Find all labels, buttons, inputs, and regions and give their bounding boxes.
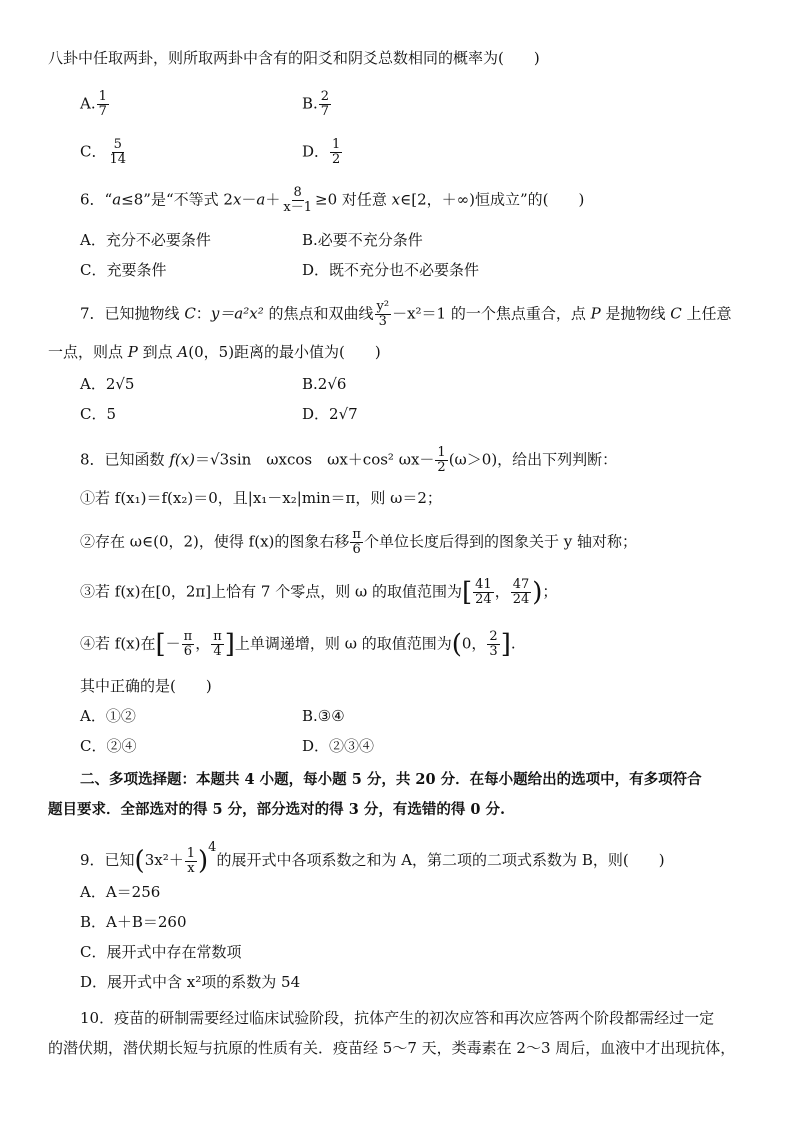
denominator: 2 [437, 460, 446, 475]
text: ≥0 对任意 [315, 190, 392, 209]
var: x [232, 190, 242, 209]
q5-stem: 八卦中任取两卦，则所取两卦中含有的阳爻和阴爻总数相同的概率为( ) [48, 49, 540, 67]
text: ④若 f(x)在 [80, 634, 156, 653]
expression: 3x²＋ [144, 851, 184, 869]
q8-statement-1: ①若 f(x₁)＝f(x₂)＝0，且|x₁－x₂|min＝π，则 ω＝2； [80, 489, 442, 507]
q5-option-d [302, 138, 343, 167]
fraction [319, 90, 331, 119]
option-label: B. [302, 94, 318, 113]
text: 上任意 [681, 304, 732, 323]
text: 7．已知抛物线 [80, 304, 185, 323]
numerator: 2 [489, 629, 498, 644]
section2-line2: 题目要求．全部选对的得 5 分，部分选对的得 3 分，有选错的得 0 分. [48, 801, 506, 818]
fraction [375, 300, 392, 329]
equation: y＝a²x² [210, 304, 264, 323]
denominator: 24 [512, 592, 530, 607]
denominator: 24 [475, 592, 492, 607]
q6-option-d: D．既不充分也不必要条件 [302, 261, 480, 279]
q5-option-c [80, 138, 129, 167]
text: 是抛物线 [600, 304, 671, 323]
text: ： [195, 304, 211, 323]
numerator: 1 [332, 137, 341, 152]
text: (ω＞0)，给出下列判断： [448, 450, 618, 469]
var: P [127, 343, 138, 361]
right-paren: ) [532, 577, 543, 608]
numerator: 47 [512, 577, 530, 592]
q9-option-d: D．展开式中含 x²项的系数为 54 [80, 973, 301, 991]
left-paren: ( [134, 846, 145, 876]
fraction [350, 528, 363, 557]
function: f(x) [169, 450, 196, 469]
text: 的焦点和双曲线 [263, 304, 374, 323]
q6-stem [80, 186, 584, 215]
text: ＝√3sin ωxcos ωx＋cos² ωx－ [195, 450, 435, 469]
var: A [177, 343, 189, 361]
numerator: π [213, 629, 222, 644]
denominator: 14 [109, 152, 127, 167]
denominator: x－1 [283, 200, 312, 215]
left-bracket: [ [155, 629, 166, 660]
option-label: A. [80, 94, 96, 113]
numerator: y² [376, 299, 390, 314]
fraction [487, 630, 499, 659]
q8-option-d: D．②③④ [302, 737, 375, 755]
text: . [510, 634, 516, 653]
denominator: 3 [489, 644, 498, 659]
fraction [211, 630, 224, 659]
right-bracket: ] [500, 629, 511, 660]
var: C [184, 304, 196, 323]
q7-stem [80, 300, 732, 329]
q8-ask: 其中正确的是( ) [80, 677, 212, 695]
numerator: 41 [475, 577, 492, 592]
text: ≤8”是“不等式 2 [121, 190, 233, 209]
q9-stem [80, 838, 665, 876]
q7-option-c: C．5 [80, 405, 117, 423]
q7-stem-line2 [48, 342, 381, 362]
right-paren: ) [198, 846, 209, 876]
option-label: D． [302, 142, 330, 161]
numerator: 1 [437, 445, 446, 460]
q8-statement-4: ④若 f(x)在[－ $\frac{\pi}{6}$ ， $\frac{\pi}{4}$ ]上单调递增，则 ω 的取值范围为(0， $\frac{2}{3}$ ]. [80, 629, 516, 660]
text: 9．已知 [80, 851, 135, 869]
q8-option-c: C．②④ [80, 737, 137, 755]
q6-option-c: C．充要条件 [80, 261, 167, 279]
denominator: 7 [320, 104, 330, 119]
text: 个单位长度后得到的图象关于 y 轴对称； [363, 532, 637, 551]
numerator: π [183, 629, 193, 644]
text: ②存在 ω∈(0，2)，使得 f(x)的图象右移 [80, 532, 350, 551]
denominator: 6 [352, 542, 361, 557]
numerator: 1 [98, 89, 107, 104]
fraction [281, 186, 314, 215]
fraction [435, 446, 447, 475]
q7-option-b: B.2√6 [302, 375, 347, 393]
q6-option-a: A．充分不必要条件 [80, 231, 211, 249]
fraction [511, 578, 532, 607]
q9-option-c: C．展开式中存在常数项 [80, 943, 242, 961]
var: a [112, 190, 122, 209]
text: ； [542, 582, 558, 601]
fraction [185, 847, 197, 876]
denominator: 2 [332, 152, 341, 167]
var: a [256, 190, 266, 209]
var: x [391, 190, 401, 209]
text: 上单调递增，则 ω 的取值范围为 [234, 634, 452, 653]
denominator: 6 [183, 644, 193, 659]
text: ＋ [265, 190, 281, 209]
numerator: 8 [293, 185, 302, 200]
q8-option-a: A．①② [80, 707, 136, 725]
q10-line1: 10．疫苗的研制需要经过临床试验阶段，抗体产生的初次应答和再次应答两个阶段都需经过一定 [80, 1009, 715, 1027]
numerator: π [352, 527, 361, 542]
var: C [670, 304, 682, 323]
text: 8．已知函数 [80, 450, 170, 469]
q5-option-a [80, 90, 110, 119]
text: 到点 [137, 343, 178, 361]
numerator: 2 [320, 89, 330, 104]
q10-line2: 的潜伏期，潜伏期长短与抗原的性质有关．疫苗经 5～7 天，类毒素在 2～3 周后，血液中才出现抗体， [48, 1039, 736, 1057]
q9-option-a: A．A＝256 [80, 883, 161, 901]
q8-stem [80, 446, 617, 475]
denominator: 7 [98, 104, 107, 119]
q7-option-d: D．2√7 [302, 405, 358, 423]
denominator: x [187, 860, 195, 876]
text: 一点，则点 [48, 343, 128, 361]
left-paren: ( [451, 629, 462, 660]
fraction [473, 578, 494, 607]
text: 的展开式中各项系数之和为 A，第二项的二项式系数为 B，则( ) [216, 851, 665, 869]
numerator: 1 [186, 845, 196, 861]
text: 6．“ [80, 190, 113, 209]
fraction [330, 138, 342, 167]
left-bracket: [ [461, 577, 473, 608]
q7-option-a: A．2√5 [80, 375, 135, 393]
text: ③若 f(x)在[0，2π]上恰有 7 个零点，则 ω 的取值范围为 [80, 582, 462, 601]
fraction [107, 138, 128, 167]
right-bracket: ] [224, 629, 235, 660]
text: － [241, 190, 257, 209]
q5-option-b [302, 90, 332, 119]
fraction [182, 630, 195, 659]
text: ∈[2，＋∞)恒成立”的( ) [400, 190, 585, 209]
q9-option-b: B．A＋B＝260 [80, 913, 187, 931]
denominator: 4 [213, 644, 222, 659]
section2-title: 二、多项选择题：本题共 4 小题，每小题 5 分，共 20 分．在每小题给出的选项中，有多项符合 [80, 771, 702, 788]
var: P [590, 304, 601, 323]
q6-option-b: B.必要不充分条件 [302, 231, 423, 249]
q8-statement-2 [80, 528, 637, 557]
text: (0，5)距离的最小值为( ) [188, 343, 381, 361]
denominator: 3 [378, 314, 387, 329]
option-label: C． [80, 142, 107, 161]
q8-option-b: B.③④ [302, 707, 345, 725]
exponent: 4 [208, 840, 217, 855]
fraction [97, 90, 109, 119]
numerator: 5 [113, 137, 122, 152]
text: －x²＝1 的一个焦点重合，点 [392, 304, 591, 323]
q8-statement-3: ③若 f(x)在[0，2π]上恰有 7 个零点，则 ω 的取值范围为[ $\frac{41}{24}$ ， $\frac{47}{24}$ )； [80, 577, 558, 608]
